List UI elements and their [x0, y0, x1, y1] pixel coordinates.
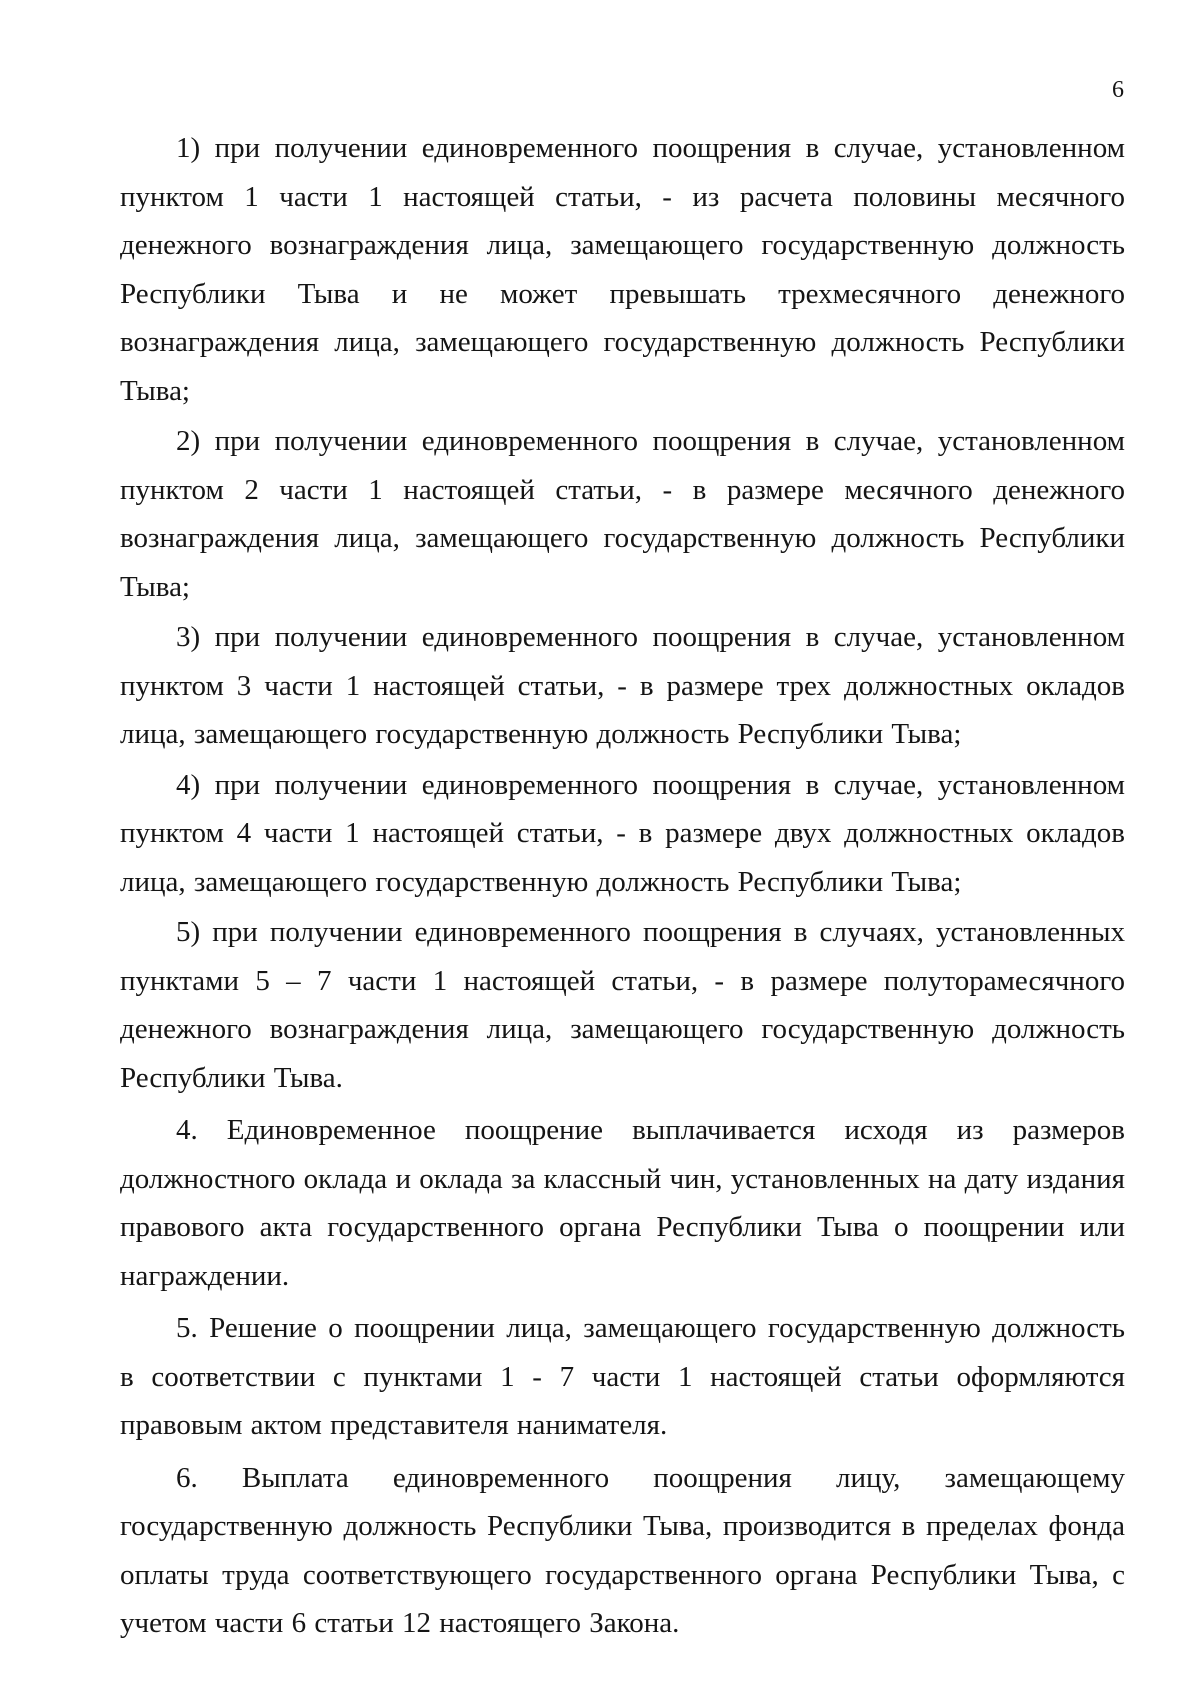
paragraph-item-2: 2) при получении единовременного поощрения в случае, установленном пунктом 2 части 1 настоящей статьи, - в размере месячного денежного вознаграждения лица, замещающего государственную должность Республики Тыва; — [120, 425, 1125, 603]
paragraph-item-1: 1) при получении единовременного поощрения в случае, установленном пунктом 1 части 1 настоящей статьи, - из расчета половины месячного денежного вознаграждения лица, замещающего государственную должность Республики Тыва и не может превышать трехмесячного денежного вознаграждения лица, замещающего государственную должность Республики Тыва; — [120, 132, 1125, 407]
paragraph-part-4: 4. Единовременное поощрение выплачивается исходя из размеров должностного оклада и оклада за классный чин, установленных на дату издания правового акта государственного органа Республики Тыва о поощрении или награждении. — [120, 1114, 1125, 1292]
paragraph-item-5: 5) при получении единовременного поощрения в случаях, установленных пунктами 5 – 7 части 1 настоящей статьи, - в размере полуторамесячного денежного вознаграждения лица, замещающего государственную должность Республики Тыва. — [120, 916, 1125, 1094]
paragraph-part-6: 6. Выплата единовременного поощрения лицу, замещающему государственную должность Республики Тыва, производится в пределах фонда оплаты труда соответствующего государственного органа Республики Тыва, с учетом части 6 статьи 12 настоящего Закона. — [120, 1461, 1125, 1639]
document-body — [120, 124, 1125, 1650]
page-number: 6 — [1112, 77, 1124, 103]
paragraph-item-3: 3) при получении единовременного поощрения в случае, установленном пунктом 3 части 1 настоящей статьи, - в размере трех должностных окладов лица, замещающего государственную должность Республики Тыва; — [120, 621, 1125, 750]
paragraph-item-4: 4) при получении единовременного поощрения в случае, установленном пунктом 4 части 1 настоящей статьи, - в размере двух должностных окладов лица, замещающего государственную должность Республики Тыва; — [120, 768, 1125, 898]
paragraph-part-5: 5. Решение о поощрении лица, замещающего государственную должность в соответствии с пунктами 1 - 7 части 1 настоящей статьи оформляются правовым актом представителя нанимателя. — [120, 1312, 1125, 1441]
